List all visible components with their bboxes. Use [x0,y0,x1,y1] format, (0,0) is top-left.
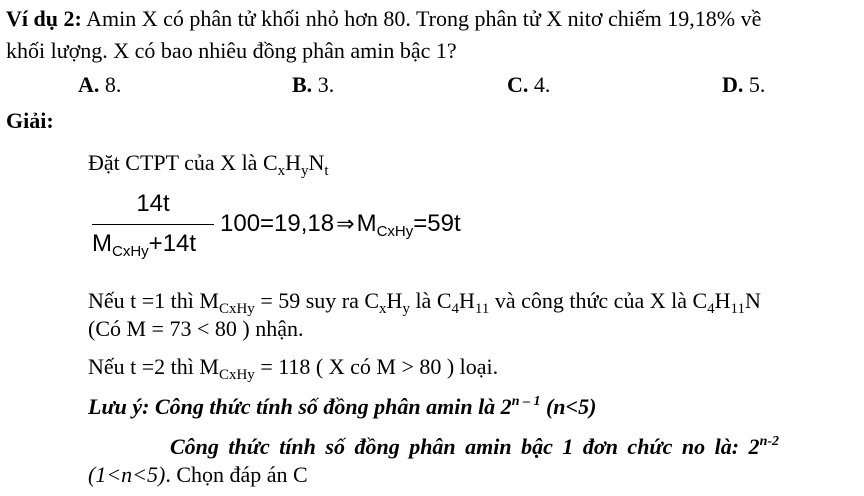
question-label: Ví dụ 2: [6,6,82,31]
case-t2: Nếu t =2 thì $M_{CxHy} = 118$ ( X có M > 80 ) loại. [88,354,499,383]
implies-arrow: ⇒ [336,212,355,237]
note-primary-isomers: Công thức tính số đồng phân amin bậc 1 đơn chức no là: 2$^{n-2}$ [170,434,780,459]
choice-c: C. 4. [507,72,551,97]
question-line-2: khối lượng. X có bao nhiêu đồng phân amin bậc 1? [6,38,457,63]
question-line-1: Ví dụ 2: Amin X có phân tử khối nhỏ hơn 80. Trong phân tử X nitơ chiếm 19,18% về [6,6,762,31]
note-total-isomers: Lưu ý: Công thức tính số đồng phân amin là 2$^{n - 1}$ (n<5) [88,394,597,419]
note-range-answer: (1<n<5). Chọn đáp án C [88,462,308,487]
choice-d: D. 5. [722,72,766,97]
formula-result: $100=19,18\Rightarrow M_{CxHy}=59t$ [220,210,461,240]
fraction-denominator: $M_{CxHy}+14t$ [92,230,197,260]
solution-label: Giải: [6,108,54,133]
step-ctpt: Đặt CTPT của X là $C_xH_yN_t$ [88,150,329,179]
choice-a: A. 8. [78,72,122,97]
choice-b: B. 3. [292,72,335,97]
case-t1-line-1: Nếu t =1 thì $M_{CxHy} = 59$ suy ra $C_xH_y$ là $C_4H_{11}$ và công thức của X là $C_4H_{11}N$ [88,288,761,317]
fraction-bar [92,224,214,225]
fraction-numerator: 14t [136,190,170,217]
case-t1-line-2: (Có M = 73 < 80 ) nhận. [88,316,304,341]
